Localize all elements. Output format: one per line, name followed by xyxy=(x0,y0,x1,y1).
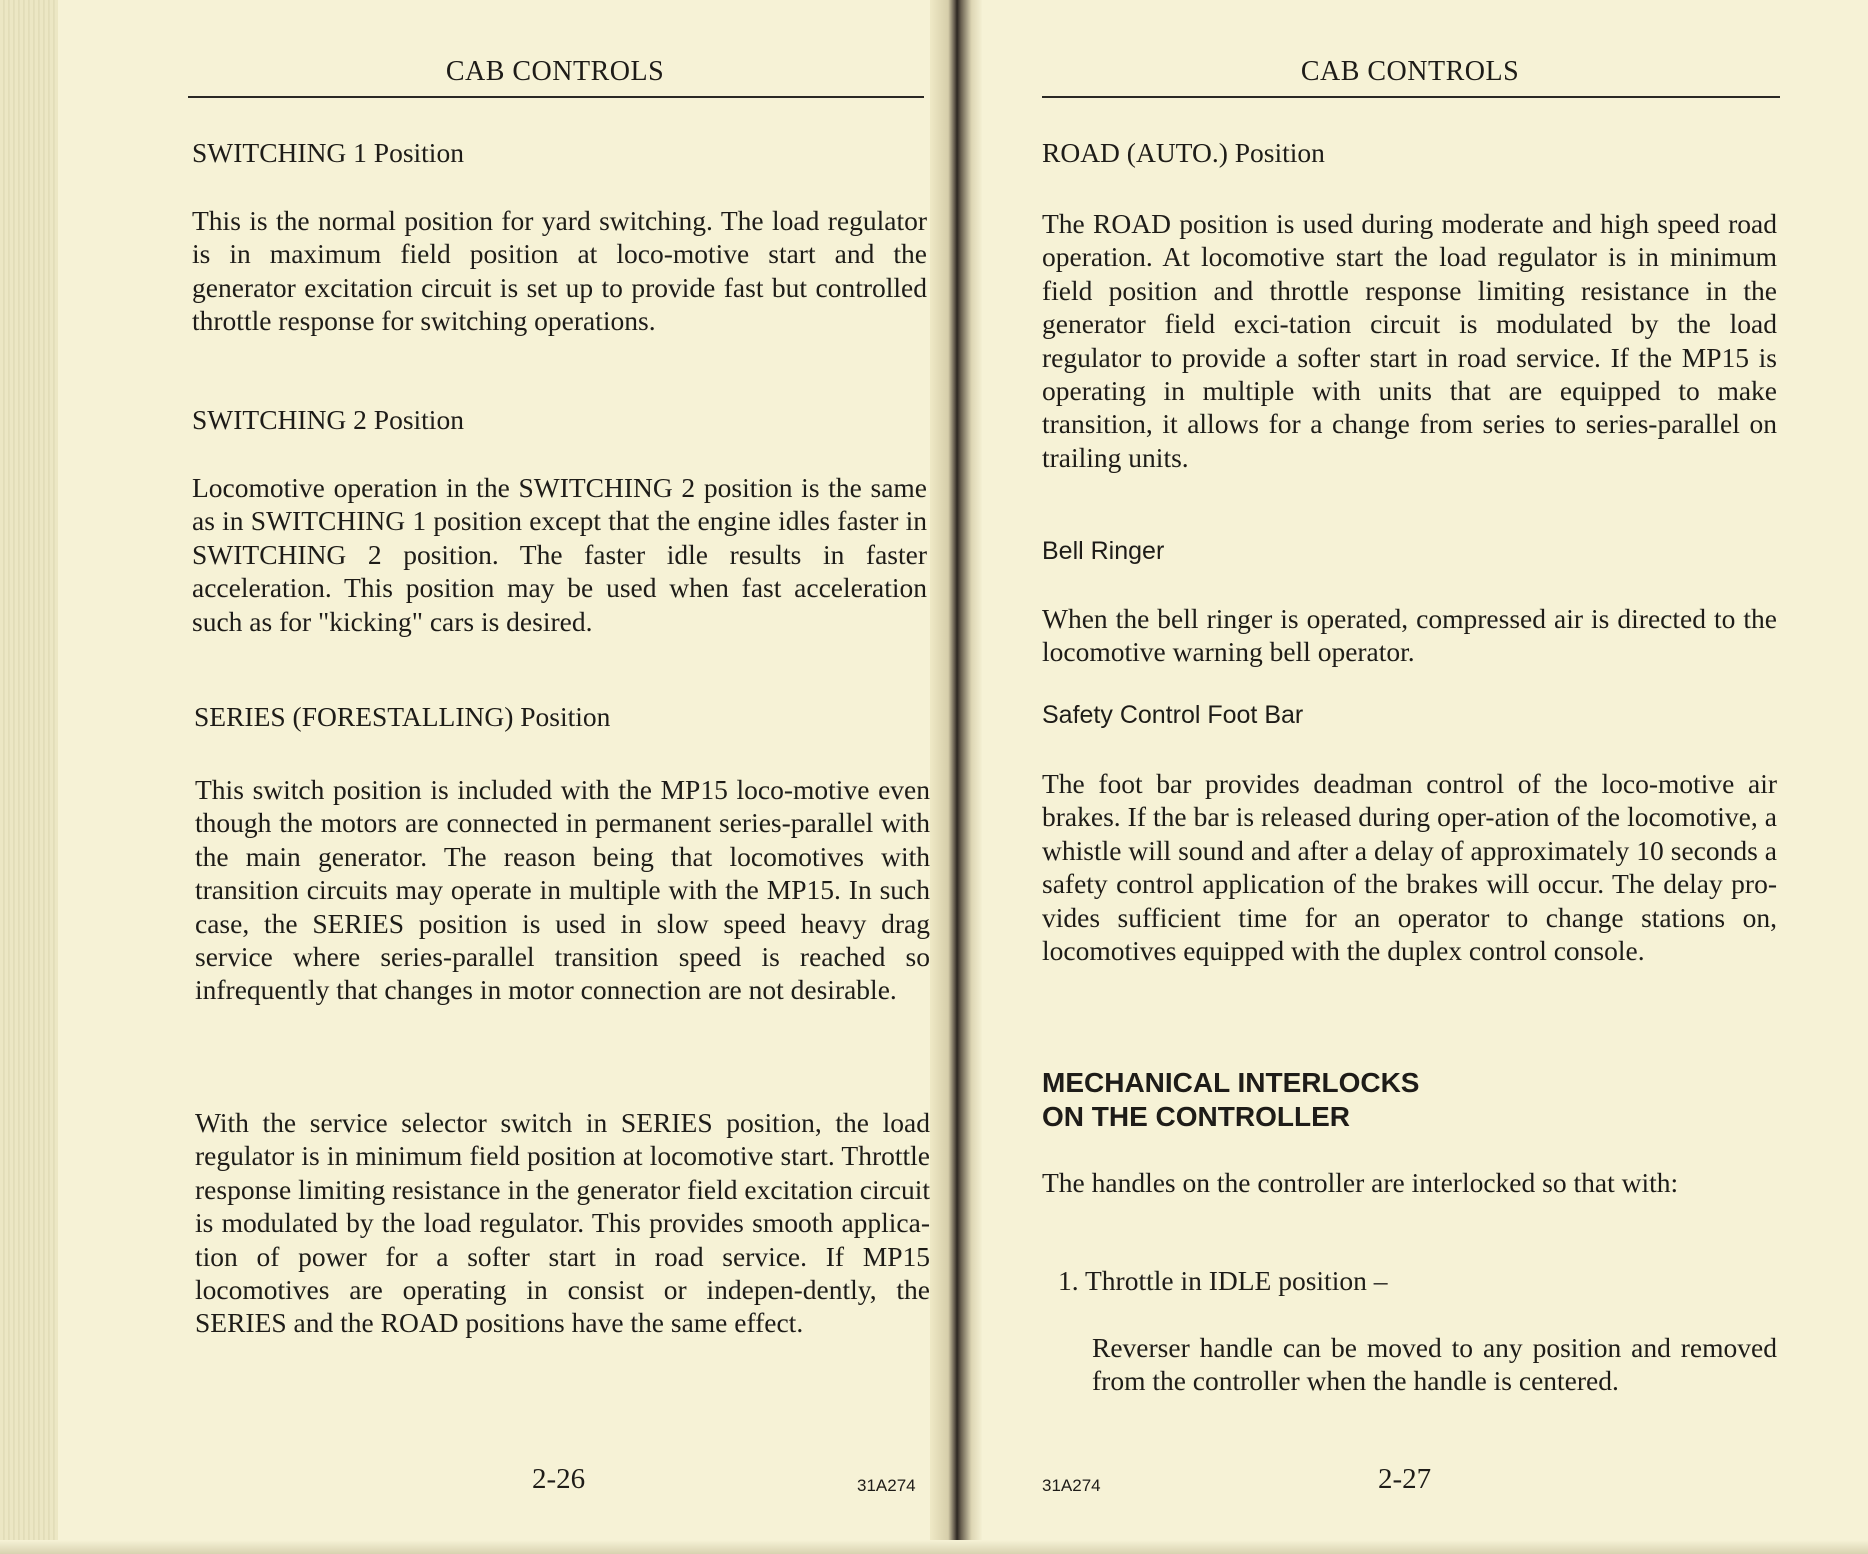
left-doc-code: 31A274 xyxy=(857,1476,916,1495)
right-section-1-body: The ROAD position is used during moderate and high speed road operation. At locomotive start the load regulator is in minimum field position and throttle response limiting resistance in the generator field exci-tation circuit is modulated by the load regulator to provide a softer start in road service. If the MP15 is operating in multiple with units that are equipped to make transition, it allows for a change from series to series-parallel on trailing units. xyxy=(1042,208,1777,473)
left-page-header: CAB CONTROLS xyxy=(445,56,665,87)
right-section-1-heading: ROAD (AUTO.) Position xyxy=(1042,137,1325,168)
right-page-number: 2-27 xyxy=(1378,1463,1432,1495)
left-section-3-heading: SERIES (FORESTALLING) Position xyxy=(194,701,611,732)
book-gutter xyxy=(930,0,982,1554)
interlock-list-item-1: 1. Throttle in IDLE position – xyxy=(1058,1265,1388,1296)
right-section-2-body: When the bell ringer is operated, compressed air is directed to the locomotive warning bell operator. xyxy=(1042,603,1777,668)
bottom-edge xyxy=(0,1540,1868,1554)
right-page-header: CAB CONTROLS xyxy=(1300,56,1520,87)
interlock-list-item-1-body: Reverser handle can be moved to any position and removed from the controller when the handle is centered. xyxy=(1092,1332,1777,1397)
right-section-4-heading: MECHANICAL INTERLOCKS ON THE CONTROLLER xyxy=(1042,1067,1420,1132)
right-section-4-body: The handles on the controller are interlocked so that with: xyxy=(1042,1167,1679,1198)
left-section-2-heading: SWITCHING 2 Position xyxy=(192,404,464,435)
right-section-3-heading: Safety Control Foot Bar xyxy=(1042,701,1304,729)
right-section-2-heading: Bell Ringer xyxy=(1042,537,1165,565)
left-section-1-body: This is the normal position for yard switching. The load regulator is in maximum field position at loco-motive start and the generator excitation circuit is set up to provide fast but controlled throttle response for switching operations. xyxy=(192,205,927,337)
left-section-3-body-continued: With the service selector switch in SERIES position, the load regulator is in minimum field position at locomotive start. Throttle response limiting resistance in the generator field excitation circuit is modulated by the load regulator. This provides smooth applica-tion of power for a softer start in road service. If MP15 locomotives are operating in consist or indepen-dently, the SERIES and the ROAD positions have the same effect. xyxy=(195,1107,930,1339)
left-section-3-body: This switch position is included with the MP15 loco-motive even though the motors are connected in permanent series-parallel with the main generator. The reason being that locomotives with transition circuits may operate in multiple with the MP15. In such case, the SERIES position is used in slow speed heavy drag service where series-parallel transition speed is reached so infrequently that changes in motor connection are not desirable. xyxy=(195,774,930,1006)
right-section-3-body: The foot bar provides deadman control of the loco-motive air brakes. If the bar is released during oper-ation of the locomotive, a whistle will sound and after a delay of approximately 10 seconds a safety control application of the brakes will occur. The delay pro-vides sufficient time for an operator to change stations on, locomotives equipped with the duplex control console. xyxy=(1042,768,1777,967)
left-page-number: 2-26 xyxy=(532,1463,586,1495)
left-header-rule xyxy=(188,96,924,98)
left-section-1-heading: SWITCHING 1 Position xyxy=(192,137,464,168)
page-edges xyxy=(0,0,58,1554)
right-header-rule xyxy=(1042,96,1780,98)
left-section-2-body: Locomotive operation in the SWITCHING 2 position is the same as in SWITCHING 1 position except that the engine idles faster in SWITCHING 2 position. The faster idle results in faster acceleration. This position may be used when fast acceleration such as for "kicking" cars is desired. xyxy=(192,472,927,637)
right-doc-code: 31A274 xyxy=(1042,1476,1101,1495)
